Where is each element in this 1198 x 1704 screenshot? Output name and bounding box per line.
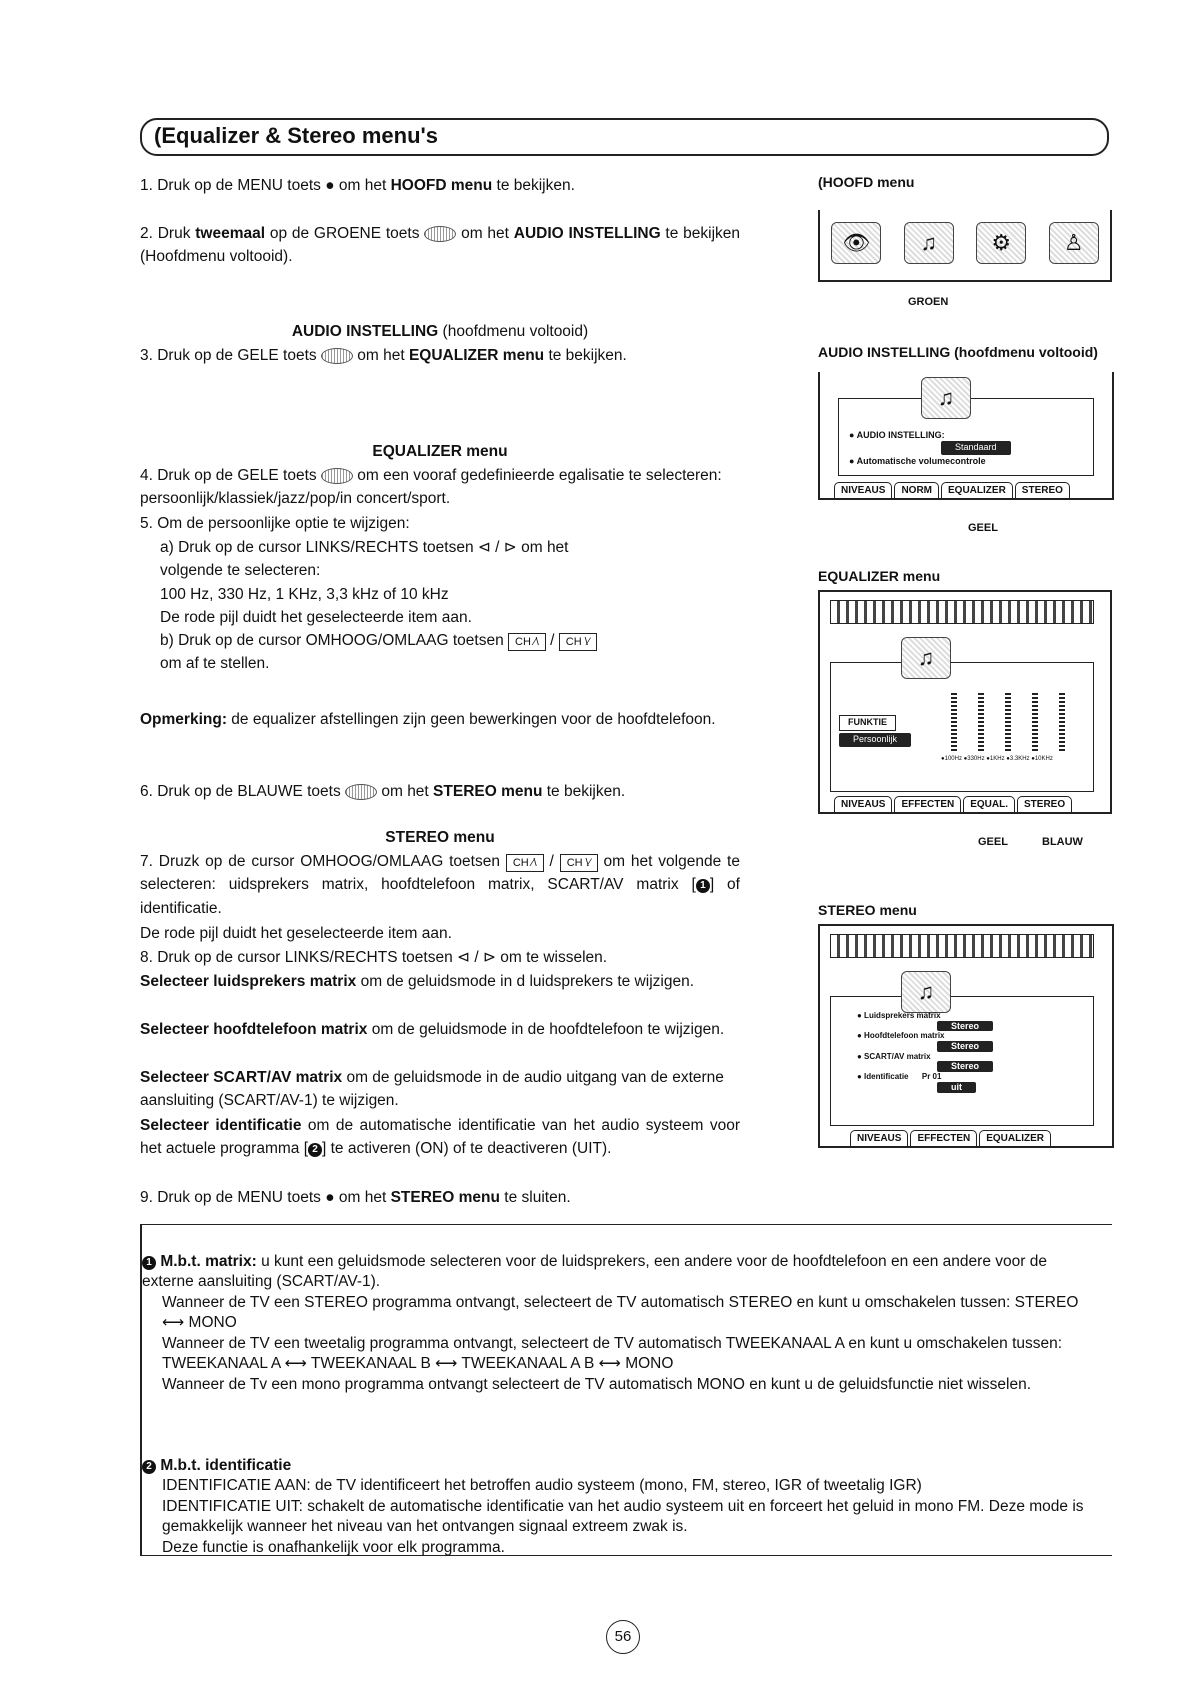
step-3: 3. Druk op de GELE toets om het EQUALIZER menu te bekijken.: [140, 347, 627, 364]
select-headphones: Selecteer hoofdtelefoon matrix om de geluidsmode in de hoofdtelefoon te wijzigen.: [140, 1021, 725, 1038]
tab-equalizer[interactable]: EQUALIZER: [979, 1130, 1051, 1146]
settings-icon: ⚙: [976, 222, 1026, 264]
note-matrix: 1 M.b.t. matrix: u kunt een geluidsmode selecteren voor de luidsprekers, een andere voor de hoofdtelefoon en een andere voor de externe aansluiting (SCART/AV-1). Wanneer de TV een STEREO programma ontvangt, selecteert de TV automatisch STEREO en kunt u omschakelen tussen: STEREO ⟷ MONO Wanneer de TV een tweetalig programma ontvangt, selecteert de TV automatisch TWEEKANAAL A en kunt u omschakelen tussen: TWEEKANAAL A ⟷ TWEEKANAAL B ⟷ TWEEKANAAL A B ⟷ MONO Wanneer de Tv een mono programma ontvangt selecteert de TV automatisch MONO en kunt u de geluidsfunctie niet wisselen.: [142, 1253, 1079, 1393]
figure-equalizer-menu: [818, 590, 1112, 814]
tab-effecten[interactable]: EFFECTEN: [910, 1130, 977, 1146]
stereo-tabs: [850, 1130, 1051, 1146]
tab-niveaus[interactable]: NIVEAUS: [834, 796, 892, 812]
equalizer-tabs: [834, 796, 1072, 812]
stereo-items: [857, 1011, 993, 1093]
audio-setting-row: ● AUDIO INSTELLING:: [849, 430, 945, 440]
audio-tabs: [834, 482, 1070, 498]
select-identification: Selecteer identificatie om de automatische identificatie van het audio systeem voor het actuele programma [ 2 ] te activeren (ON) of te deactiveren (UIT).: [140, 1117, 741, 1158]
step-8: 8. Druk op de cursor LINKS/RECHTS toetsen ⊲ / ⊳ om te wisselen.: [140, 949, 608, 966]
stereo-item-scart: ● SCART/AV matrix: [857, 1051, 931, 1061]
yellow-button-icon: [321, 468, 353, 484]
caption-groen: GROEN: [908, 296, 949, 308]
tab-equal[interactable]: EQUAL.: [963, 796, 1015, 812]
music-note-icon: ♫: [901, 637, 951, 679]
cursor-left-icon: ⊲: [477, 539, 491, 556]
ch-down-key: CH \⁄: [559, 633, 597, 651]
select-scart: Selecteer SCART/AV matrix om de geluidsmode in de audio uitgang van de externe aansluiting (SCART/AV-1) te wijzigen.: [140, 1069, 724, 1110]
tab-effecten[interactable]: EFFECTEN: [894, 796, 961, 812]
eq-bar-100hz: [951, 691, 957, 751]
audio-setting-value: Standaard: [941, 441, 1011, 455]
note-1-badge: 1: [142, 1256, 156, 1270]
cursor-right-icon: ⊳: [482, 949, 496, 966]
heading-equalizer: EQUALIZER menu: [372, 443, 508, 460]
eq-frequencies: ●100Hz ●330Hz ●1KHz ●3.3KHz ●10KHz: [941, 756, 1053, 762]
funktie-label: FUNKTIE: [839, 715, 896, 731]
stereo-value-speakers: Stereo: [937, 1021, 993, 1032]
caption-geel: GEEL: [968, 522, 998, 534]
eye-icon: 👁: [831, 222, 881, 264]
figure-hoofd-label: (HOOFD menu: [818, 174, 915, 190]
step-4: 4. Druk op de GELE toets om een vooraf gedefinieerde egalisatie te selecteren: persoonlijk/klassiek/jazz/pop/in concert/sport.: [140, 467, 722, 508]
caption-blauw: BLAUW: [1042, 836, 1083, 848]
auto-volume-row: ● Automatische volumecontrole: [849, 456, 986, 466]
step-7: 7. Druzk op de cursor OMHOOG/OMLAAG toetsen CH ⁄\ / CH \⁄ om het volgende te selecteren: uidsprekers matrix, hoofdtelefoon matrix, SCART/AV matrix [ 1 ] of identificatie.: [140, 853, 740, 917]
note-1-badge: 1: [696, 879, 710, 893]
cursor-left-icon: ⊲: [457, 949, 471, 966]
step-6: 6. Druk op de BLAUWE toets om het STEREO menu te bekijken.: [140, 783, 626, 800]
tab-stereo[interactable]: STEREO: [1017, 796, 1072, 812]
blue-button-icon: [345, 784, 377, 800]
step-5: 5. Om de persoonlijke optie te wijzigen:: [140, 515, 410, 532]
ch-down-key: CH \⁄: [560, 854, 598, 872]
step-5a: a) Druk op de cursor LINKS/RECHTS toetsen ⊲ / ⊳ om het volgende te selecteren: 100 Hz, 330 Hz, 1 KHz, 3,3 kHz of 10 kHz De rode pijl duidt het geselecteerde item aan. b) Druk op de cursor OMHOOG/OMLAAG toetsen CH ⁄\ / CH \⁄ om af te stellen.: [160, 536, 740, 676]
caption-geel-eq: GEEL: [978, 836, 1008, 848]
music-note-icon: ♫: [904, 222, 954, 264]
eq-bar-10khz: [1059, 691, 1065, 751]
note-2-badge: 2: [142, 1460, 156, 1474]
eq-bar-330hz: [978, 691, 984, 751]
heading-stereo: STEREO menu: [385, 829, 495, 846]
eq-bar-3khz: [1032, 691, 1038, 751]
eq-bar-1khz: [1005, 691, 1011, 751]
stereo-value-scart: Stereo: [937, 1061, 993, 1072]
tab-niveaus[interactable]: NIVEAUS: [850, 1130, 908, 1146]
heading-audio: AUDIO INSTELLING (hoofdmenu voltooid): [291, 323, 589, 340]
green-button-icon: [424, 226, 456, 242]
cursor-right-icon: ⊳: [503, 539, 517, 556]
note-opmerking: Opmerking: de equalizer afstellingen zijn geen bewerkingen voor de hoofdtelefoon.: [140, 711, 716, 728]
page-title: (Equalizer & Stereo menu's: [154, 123, 438, 148]
page-number: 56: [606, 1620, 640, 1654]
tab-equalizer[interactable]: EQUALIZER: [941, 482, 1013, 498]
figure-stereo-label: STEREO menu: [818, 902, 917, 918]
figure-audio-label: AUDIO INSTELLING (hoofdmenu voltooid): [818, 344, 1098, 360]
select-speakers: Selecteer luidsprekers matrix om de geluidsmode in d luidsprekers te wijzigen.: [140, 973, 694, 990]
stereo-value-identification: uit: [937, 1082, 976, 1093]
stereo-program: Pr 01: [921, 1072, 942, 1082]
figure-audio-menu: [818, 372, 1114, 500]
stereo-item-headphones: ● Hoofdtelefoon matrix: [857, 1031, 945, 1041]
yellow-button-icon: [321, 348, 353, 364]
step-9: 9. Druk op de MENU toets ● om het STEREO menu te sluiten.: [140, 1189, 571, 1206]
ch-up-key: CH ⁄\: [508, 633, 546, 651]
figure-stereo-menu: [818, 924, 1114, 1148]
person-icon: ♙: [1049, 222, 1099, 264]
figure-equalizer-label: EQUALIZER menu: [818, 568, 941, 584]
funktie-value: Persoonlijk: [839, 733, 911, 747]
music-note-icon: ♫: [901, 971, 951, 1013]
stereo-item-speakers: ● Luidsprekers matrix: [857, 1011, 941, 1020]
note-identification: 2 M.b.t. identificatie IDENTIFICATIE AAN: de TV identificeert het betroffen audio systeem (mono, FM, stereo, IGR of tweetalig IGR) IDENTIFICATIE UIT: schakelt de automatische identificatie van het audio systeem uit en forceert het geluid in mono FM. Deze mode is gemakkelijk wanneer het niveau van het ontvangen signaal extreem zwak is. Deze functie is onafhankelijk voor elk programma.: [142, 1456, 1102, 1558]
figure-hoofd-menu: [818, 210, 1112, 282]
stereo-value-headphones: Stereo: [937, 1041, 993, 1052]
tab-stereo[interactable]: STEREO: [1015, 482, 1070, 498]
step-2: 2. Druk tweemaal op de GROENE toets om het AUDIO INSTELLING te bekijken (Hoofdmenu voltooid).: [140, 225, 741, 266]
ch-up-key: CH ⁄\: [506, 854, 544, 872]
step-1: 1. Druk op de MENU toets ● om het HOOFD menu te bekijken.: [140, 177, 575, 194]
stereo-item-identification: ● Identificatie: [857, 1072, 909, 1082]
tab-norm[interactable]: NORM: [894, 482, 939, 498]
music-note-icon: ♫: [921, 377, 971, 419]
tab-niveaus[interactable]: NIVEAUS: [834, 482, 892, 498]
note-2-badge: 2: [308, 1143, 322, 1157]
step-7-note: De rode pijl duidt het geselecteerde item aan.: [140, 925, 452, 942]
